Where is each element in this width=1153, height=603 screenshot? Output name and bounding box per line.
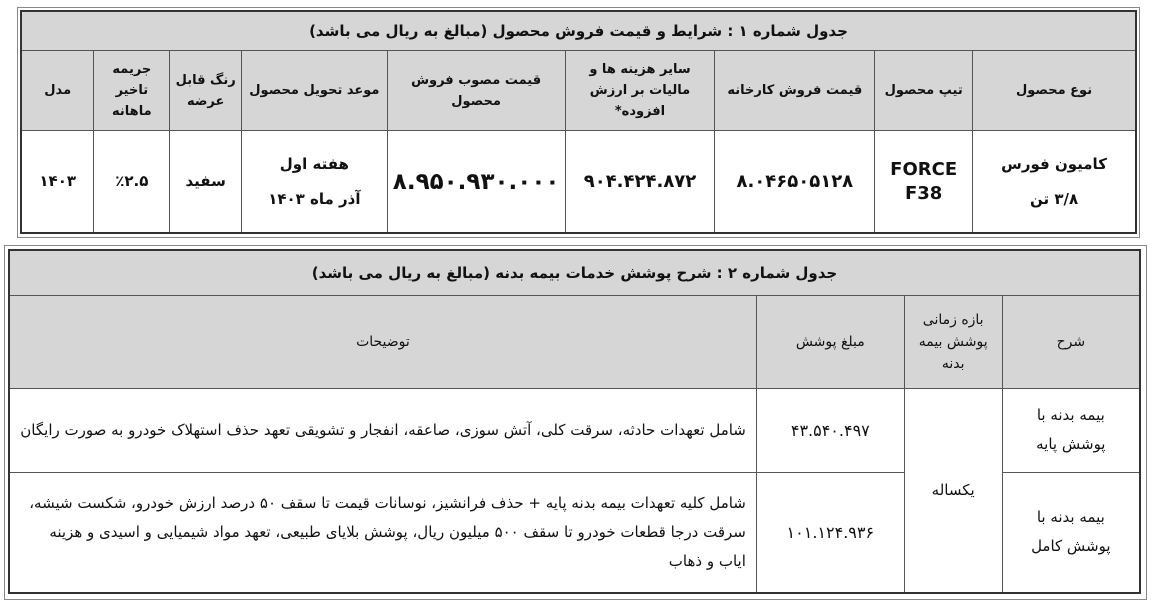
row1-description: شامل تعهدات حادثه، سرقت کلی، آتش سوزی، صاعقه، انفجار و تشویقی تعهد حذف استهلاک خودرو به صورت رایگان [9,388,756,472]
row2-sharh: بیمه بدنه با پوشش کامل [1002,472,1140,593]
cell-other-costs: ۹۰۴.۴۲۴.۸۷۲ [565,131,715,234]
cell-model: ۱۴۰۳ [21,131,94,234]
product-type-line1: FORCE [890,158,958,180]
table1-title: جدول شماره ۱ : شرایط و قیمت فروش محصول (مبالغ به ریال می باشد) [21,11,1136,51]
header-other-costs: سایر هزینه ها و مالیات بر ارزش افزوده* [565,51,715,131]
cell-delivery [242,131,388,234]
header-approved-price: قیمت مصوب فروش محصول [387,51,565,131]
header-penalty: جریمه تاخیر ماهانه [94,51,170,131]
header-period: بازه زمانی پوشش بیمه بدنه [904,296,1002,388]
header-model: مدل [21,51,94,131]
cell-product-type [875,131,973,234]
product-name-line2: ۳/۸ تن [1029,189,1079,208]
table2-title: جدول شماره ۲ : شرح پوشش خدمات بیمه بدنه (مبالغ به ریال می باشد) [9,250,1140,296]
cell-color: سفید [170,131,242,234]
cell-factory-price: ۸.۰۴۶۵۰۵۱۲۸ [715,131,875,234]
insurance-coverage-table [8,249,1141,594]
header-color: رنگ قابل عرضه [170,51,242,131]
delivery-line2: آذر ماه ۱۴۰۳ [268,189,361,208]
row2-description: شامل کلیه تعهدات بیمه بدنه پایه + حذف فرانشیز، نوسانات قیمت تا سقف ۵۰ درصد ارزش خودرو، شکست شیشه، سرقت درجا قطعات خودرو تا سقف ۵۰۰ میلیون ریال، پوشش بلایای طبیعی، تعهد مواد شیمیایی و اسیدی و هزینه ایاب و ذهاب [9,472,756,593]
header-amount: مبلغ پوشش [756,296,904,388]
delivery-line1: هفته اول [279,154,349,173]
product-type-line2: F38 [904,182,943,204]
header-description: توضیحات [9,296,756,388]
period-value: یکساله [904,388,1002,593]
header-product-name: نوع محصول [973,51,1136,131]
header-factory-price: قیمت فروش کارخانه [715,51,875,131]
header-sharh: شرح [1002,296,1140,388]
sales-conditions-table [20,10,1137,234]
product-name-line1: کامیون فورس [1001,154,1107,173]
header-product-type: تیپ محصول [875,51,973,131]
row1-amount: ۴۳.۵۴۰.۴۹۷ [756,388,904,472]
row2-amount: ۱۰۱.۱۲۴.۹۳۶ [756,472,904,593]
row1-sharh: بیمه بدنه با پوشش پایه [1002,388,1140,472]
cell-penalty: ٪۲.۵ [94,131,170,234]
cell-product-name [973,131,1136,234]
header-delivery: موعد تحویل محصول [242,51,388,131]
cell-approved-price: ۸.۹۵۰.۹۳۰.۰۰۰ [387,131,565,234]
